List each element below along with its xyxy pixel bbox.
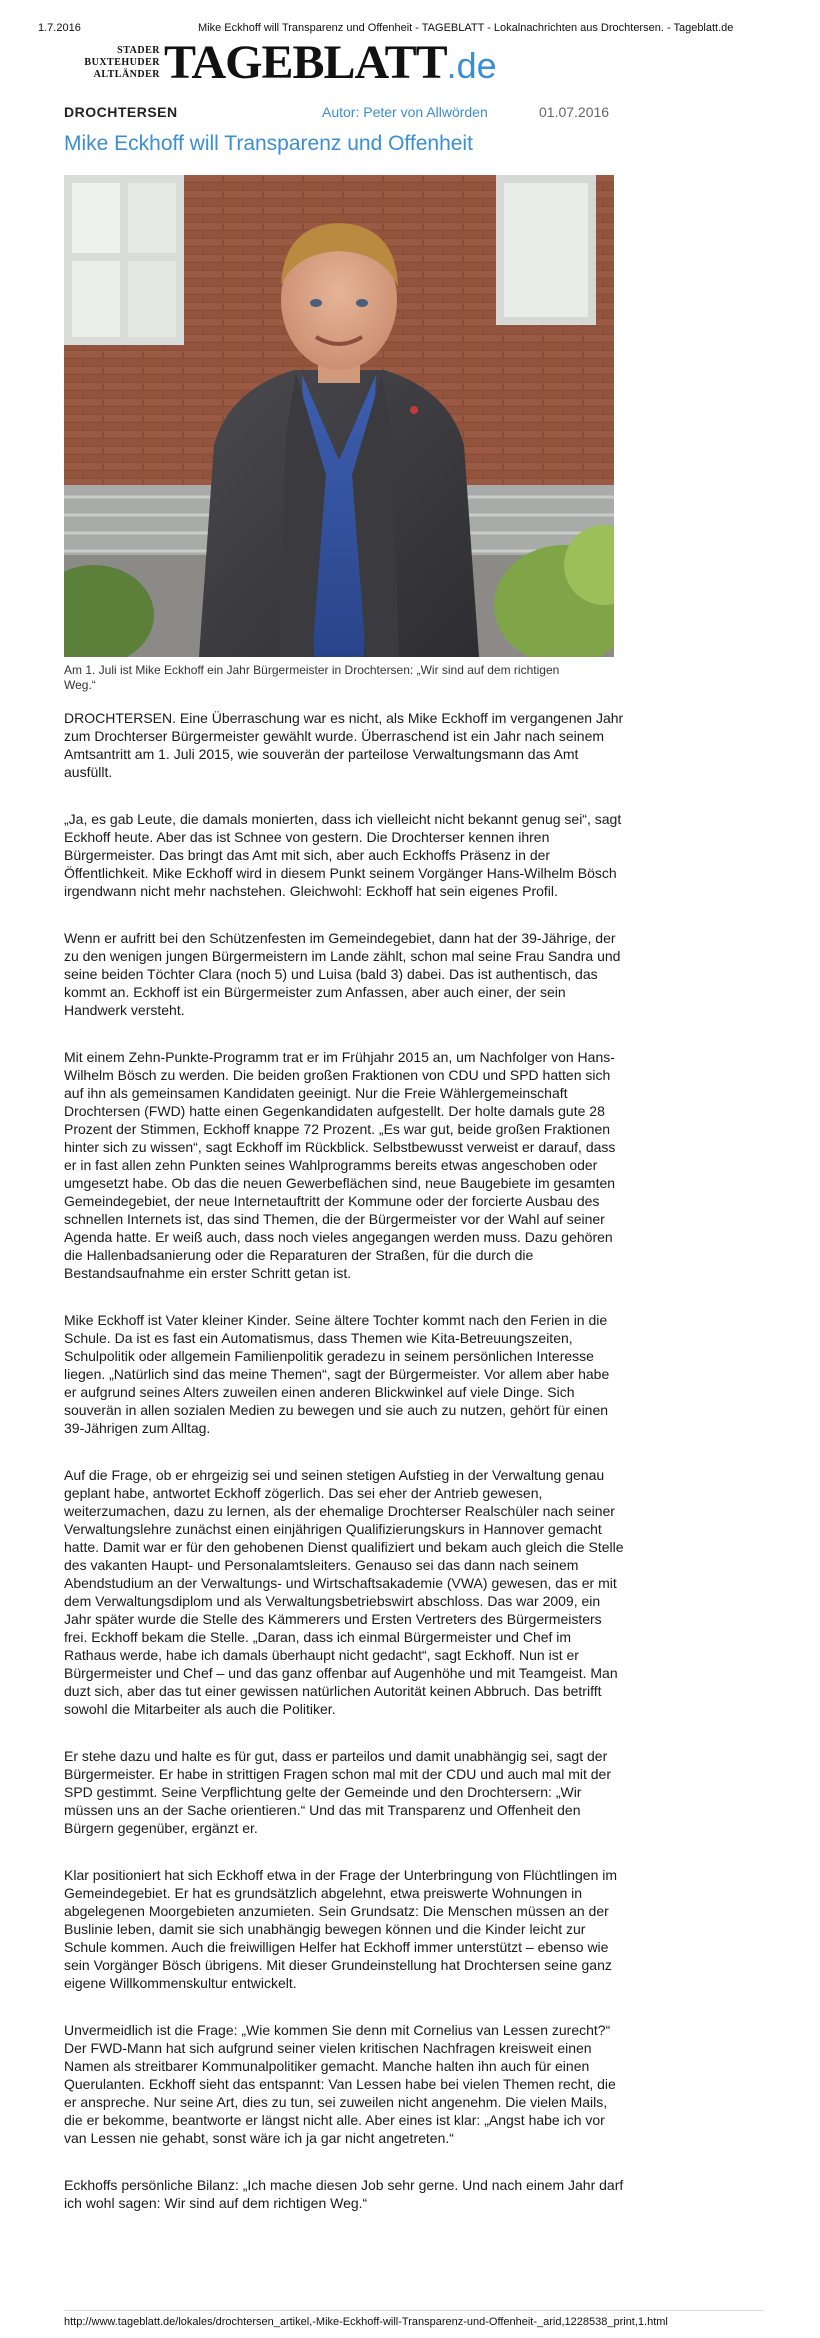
- source-url[interactable]: http://www.tageblatt.de/lokales/drochtersen_artikel,-Mike-Eckhoff-will-Transparenz-und-Offenheit-_arid,1228538_print,1.html: [64, 2316, 668, 2328]
- logo-name: TAGEBLATT: [164, 36, 447, 89]
- logo-region-2: BUXTEHUDER: [84, 57, 160, 68]
- logo-region-1: STADER: [117, 45, 160, 56]
- article-paragraph: „Ja, es gab Leute, die damals monierten, dass ich vielleicht nicht bekannt genug sei“, sagt Eckhoff heute. Aber das ist Schnee von gestern. Die Drochterser kennen ihren Bürgermeister. Das bringt das Amt mit sich, aber auch Eckhoffs Präsenz in der Öffentlichkeit. Mike Eckhoff wird in diesem Punkt seinem Vorgänger Hans-Wilhelm Bösch irgendwann nicht mehr nachstehen. Gleichwohl: Eckhoff hat sein eigenes Profil.: [64, 811, 622, 899]
- publish-date: 01.07.2016: [539, 104, 610, 120]
- article-paragraph: Unvermeidlich ist die Frage: „Wie kommen Sie denn mit Cornelius van Lessen zurecht?“ Der FWD-Mann hat sich aufgrund seiner vielen kritischen Nachfragen kreisweit einen Namen als streitbarer Kommunalpolitiker gemacht. Manche halten ihn auch für einen Querulanten. Eckhoff sieht das entspannt: Van Lessen habe bei vielen Themen recht, die er anspreche. Nur seine Art, dies zu tun, sei zuweilen nicht angenehm. Die vielen Mails, die er bekomme, beantworte er längst nicht alle. Aber eines ist klar: „Angst habe ich vor van Lessen nie gehabt, sonst wäre ich ja gar nicht angetreten.“: [64, 2022, 616, 2146]
- logo-wordmark: [164, 35, 497, 90]
- photo-caption: Am 1. Juli ist Mike Eckhoff ein Jahr Bürgermeister in Drochtersen: „Wir sind auf dem richtigen Weg.“: [64, 663, 560, 692]
- print-page-title: Mike Eckhoff will Transparenz und Offenheit - TAGEBLATT - Lokalnachrichten aus Drochtersen. - Tageblatt.de: [198, 22, 734, 34]
- article-headline: Mike Eckhoff will Transparenz und Offenheit: [64, 132, 473, 155]
- logo-tld: .de: [446, 45, 497, 86]
- section-label[interactable]: DROCHTERSEN: [64, 104, 178, 120]
- tageblatt-logo[interactable]: [70, 36, 540, 89]
- portrait-illustration: [64, 175, 614, 657]
- print-header: [38, 22, 798, 36]
- logo-region-3: ALTLÄNDER: [93, 69, 160, 80]
- article-meta: [64, 104, 614, 120]
- article-paragraph: Eckhoffs persönliche Bilanz: „Ich mache diesen Job sehr gerne. Und nach einem Jahr darf ich wohl sagen: Wir sind auf dem richtigen Weg.“: [64, 2177, 624, 2211]
- article-paragraph: DROCHTERSEN. Eine Überraschung war es nicht, als Mike Eckhoff im vergangenen Jahr zum Drochterser Bürgermeister gewählt wurde. Überraschend ist ein Jahr nach seinem Amtsantritt am 1. Juli 2015, wie souverän der parteilose Verwaltungsmann das Amt ausfüllt.: [64, 710, 624, 780]
- article-paragraph: Auf die Frage, ob er ehrgeizig sei und seinen stetigen Aufstieg in der Verwaltung genau geplant habe, antwortet Eckhoff zögerlich. Das sei eher der Antrieb gewesen, weiterzumachen, dazu zu lernen, als der ehemalige Drochterser Realschüler nach seiner Verwaltungslehre zunächst einen einjährigen Qualifizierungskurs in Hannover gemacht hatte. Damit war er für den gehobenen Dienst qualifiziert und bekam auch gleich die Stelle des vakanten Haupt- und Personalamtsleiters. Genauso sei das dann nach seinem Abendstudium an der Verwaltungs- und Wirtschaftsakademie (VWA) gewesen, das er mit dem Verwaltungsdiplom und als Verwaltungsbetriebswirt abschloss. Das war 2009, ein Jahr später wurde die Stelle des Kämmerers und Ersten Vertreters des Bürgermeisters frei. Eckhoff bekam die Stelle. „Daran, dass ich einmal Bürgermeister und Chef im Rathaus werde, habe ich damals überhaupt nicht gedacht“, sagt Eckhoff. Nun ist er Bürgermeister und Chef – und das ganz offenbar auf Augenhöhe und mit Teamgeist. Man duzt sich, aber das tut einer gewissen natürlichen Autorität keinen Abbruch. Das betrifft sowohl die Mitarbeiter als auch die Politiker.: [64, 1467, 624, 1717]
- article-paragraph: Wenn er aufritt bei den Schützenfesten im Gemeindegebiet, dann hat der 39-Jährige, der zu den wenigen jungen Bürgermeistern im Lande zählt, schon mal seine Frau Sandra und seine beiden Töchter Clara (noch 5) und Luisa (bald 3) dabei. Das ist authentisch, das kommt an. Eckhoff ist ein Bürgermeister zum Anfassen, aber auch einer, der sein Handwerk versteht.: [64, 930, 621, 1018]
- article-paragraph: Mit einem Zehn-Punkte-Programm trat er im Frühjahr 2015 an, um Nachfolger von Hans-Wilhelm Bösch zu werden. Die beiden großen Fraktionen von CDU und SPD hatten sich auf ihn als gemeinsamen Kandidaten geeinigt. Nur die Freie Wählergemeinschaft Drochtersen (FWD) hatte einen Gegenkandidaten aufgestellt. Der holte damals gute 28 Prozent der Stimmen, Eckhoff knappe 72 Prozent. „Es war gut, beide großen Fraktionen hinter sich zu wissen“, sagt Eckhoff im Rückblick. Selbstbewusst verweist er darauf, dass er in fast allen zehn Punkten seines Wahlprogramms bereits etwas angeschoben oder umgesetzt habe. Ob das die neuen Gewerbeflächen sind, neue Baugebiete im gesamten Gemeindegebiet, der neue Internetauftritt der Kommune oder der forcierte Ausbau des schnellen Internets ist, das sind Themen, die der Bürgermeister vor der Wahl auf seiner Agenda hatte. Er weiß auch, dass noch vieles angegangen werden muss. Dazu gehören die Hallenbadsanierung oder die Reparaturen der Straßen, für die durch die Bestandsaufnahme ein erster Schritt getan ist.: [64, 1049, 616, 1281]
- article-paragraph: Klar positioniert hat sich Eckhoff etwa in der Frage der Unterbringung von Flüchtlingen im Gemeindegebiet. Er hat es grundsätzlich abgelehnt, etwa preiswerte Wohnungen in abgelegenen Moorgebieten anzumieten. Sein Grundsatz: Die Menschen müssen an der Buslinie leben, damit sie sich unabhängig bewegen können und die Kinder leicht zur Schule kommen. Auch die freiwilligen Helfer hat Eckhoff immer unterstützt – ebenso wie sein Vorgänger Bösch übrigens. Mit dieser Grundeinstellung hat Drochtersen seine ganz eigene Willkommenskultur entwickelt.: [64, 1867, 618, 1991]
- footer-divider: [64, 2310, 764, 2311]
- article-paragraph: Er stehe dazu und halte es für gut, dass er parteilos und damit unabhängig sei, sagt der Bürgermeister. Er habe in strittigen Fragen schon mal mit der CDU und auch mal mit der SPD gestimmt. Seine Verpflichtung gelte der Gemeinde und den Drochtersern: „Wir müssen uns an der Sache orientieren.“ Und das mit Transparenz und Offenheit den Bürgern gegenüber, ergänzt er.: [64, 1748, 612, 1836]
- print-date: 1.7.2016: [38, 22, 81, 34]
- article-body: [64, 709, 624, 2241]
- article-photo: [64, 175, 614, 657]
- logo-regions: [70, 45, 160, 81]
- article-paragraph: Mike Eckhoff ist Vater kleiner Kinder. Seine ältere Tochter kommt nach den Ferien in die Schule. Da ist es fast ein Automatismus, dass Themen wie Kita-Betreuungszeiten, Schulpolitik oder allgemein Familienpolitik geradezu in seinem persönlichen Interesse liegen. „Natürlich sind das meine Themen“, sagt der Bürgermeister. Vor allem aber habe er aufgrund seines Alters zuweilen einen anderen Blickwinkel auf viele Dinge. Sich souverän in allen sozialen Medien zu bewegen und sie auch zu nutzen, gehört für einen 39-Jährigen zum Alltag.: [64, 1312, 610, 1436]
- author-label: Autor: Peter von Allwörden: [322, 104, 488, 120]
